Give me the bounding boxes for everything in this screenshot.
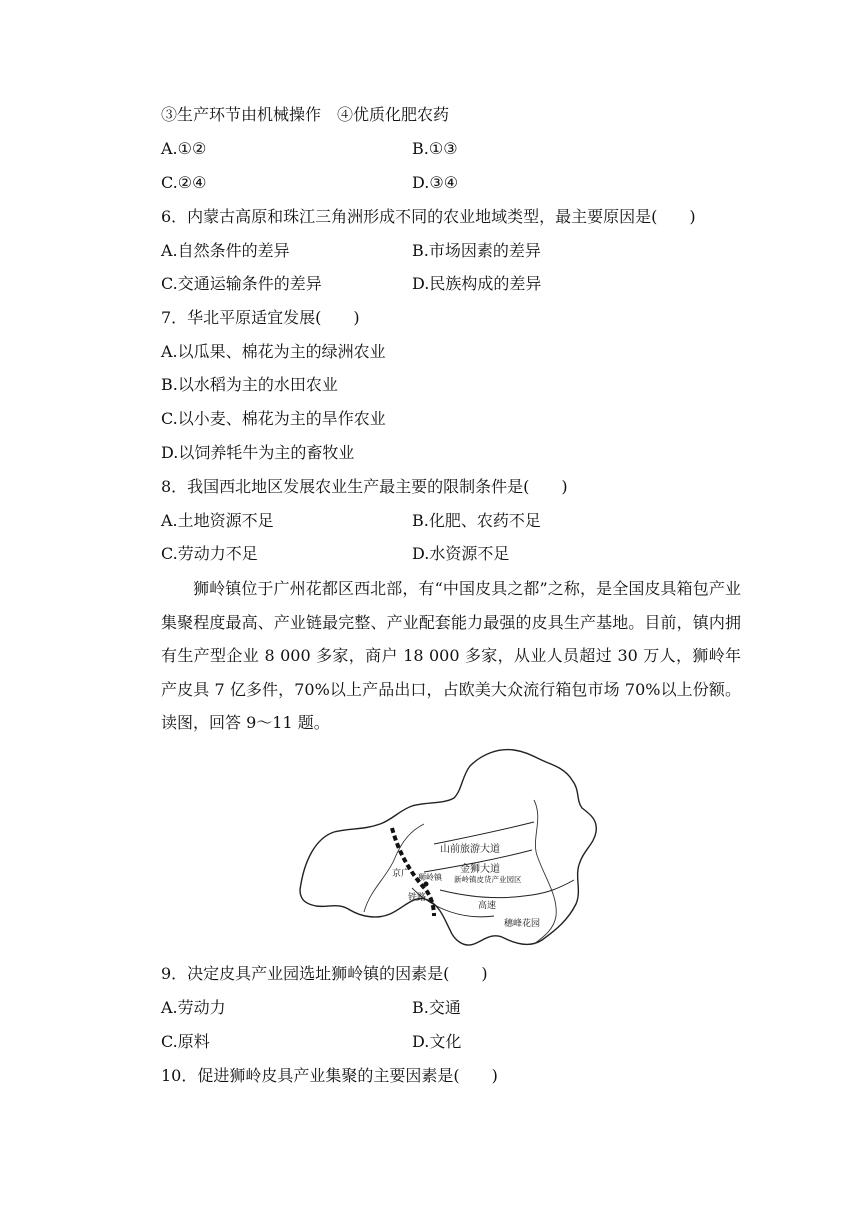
label-road1: 山前旅游大道 [440,844,500,855]
label-road3: 穗峰花园 [504,919,541,929]
q6-option-b: B.市场因素的差异 [412,241,541,260]
label-rail1: 京广 [392,869,411,879]
label-town: 狮岭镇 [418,873,442,882]
label-park: 新岭镇皮货产业园区 [454,875,522,884]
map-svg [294,740,600,950]
q8-option-b: B.化肥、农药不足 [412,511,541,530]
q9-option-d: D.文化 [412,1032,462,1051]
reading-passage: 狮岭镇位于广州花都区西北部，有“中国皮具之都”之称，是全国皮具箱包产业集聚程度最高、产业链最完整、产业配套能力最强的皮具生产基地。目前，镇内拥有生产型企业 8 000 多家，商户 18 000 多家，从业人员超过 30 万人，狮岭年产皮具 7 亿多件，70%以上产品出口，占欧美大众流行箱包市场 70%以上份额。读图，回答 9～11 题。 [161,579,741,732]
q6-option-c: C.交通运输条件的差异 [161,274,322,293]
q5-option-b: B.①③ [412,139,458,158]
q6-stem: 6．内蒙古高原和珠江三角洲形成不同的农业地域类型，最主要原因是( ) [161,207,696,226]
q5-option-a: A.①② [161,139,207,158]
q7-option-b: B.以水稻为主的水田农业 [161,375,338,394]
q5-options-line: ③生产环节由机械操作 ④优质化肥农药 [161,105,450,124]
q9-option-c: C.原料 [161,1032,210,1051]
town-marker [424,882,429,887]
q8-option-c: C.劳动力不足 [161,544,258,563]
q8-stem: 8．我国西北地区发展农业生产最主要的限制条件是( ) [161,477,568,496]
q10-stem: 10．促进狮岭皮具产业集聚的主要因素是( ) [161,1066,498,1085]
label-road2: 金狮大道 [460,864,500,875]
q9-option-b: B.交通 [412,998,461,1017]
label-highway: 高速 [478,901,497,911]
q6-option-a: A.自然条件的差异 [161,241,290,260]
label-rail2: 铁路 [408,893,427,903]
q5-option-d: D.③④ [412,173,459,192]
q5-option-c: C.②④ [161,173,207,192]
q8-option-d: D.水资源不足 [412,544,510,563]
q7-option-d: D.以饲养牦牛为主的畜牧业 [161,443,355,462]
q7-stem: 7．华北平原适宜发展( ) [161,308,360,327]
q6-option-d: D.民族构成的差异 [412,274,542,293]
q9-stem: 9．决定皮具产业园选址狮岭镇的因素是( ) [161,964,488,983]
q8-option-a: A.土地资源不足 [161,511,274,530]
q7-option-a: A.以瓜果、棉花为主的绿洲农业 [161,342,386,361]
q7-option-c: C.以小麦、棉花为主的旱作农业 [161,409,386,428]
road-shanqian [434,822,534,844]
shiling-map [294,740,600,950]
q9-option-a: A.劳动力 [161,998,226,1017]
